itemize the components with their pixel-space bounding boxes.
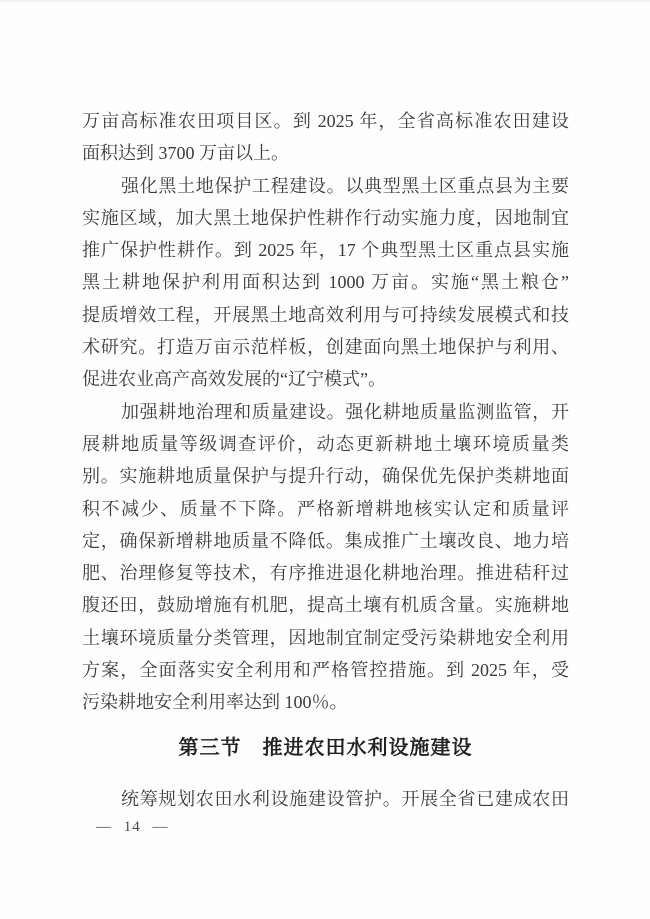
text-line: 土壤环境质量分类管理，因地制宜制定受污染耕地安全利用 [82,627,569,648]
scan-edge-artifact [0,0,650,2]
text-line: 术研究。打造万亩示范样板，创建面向黑土地保护与利用、 [82,337,569,358]
text-line: 方案，全面落实安全利用和严格管控措施。到 2025 年，受 [82,660,569,681]
text-line: 实施区域，加大黑土地保护性耕作行动实施力度，因地制宜 [82,207,569,228]
text-line: 污染耕地安全利用率达到 100％。 [82,692,348,713]
text-line: 加强耕地治理和质量建设。强化耕地质量监测监管，开 [121,401,569,422]
text-line: 别。实施耕地质量保护与提升行动，确保优先保护类耕地面 [82,466,569,487]
text-line: 推广保护性耕作。到 2025 年，17 个典型黑土区重点县实施 [82,240,569,261]
page-number: — 14 — [96,819,169,835]
text-line: 强化黑土地保护工程建设。以典型黑土区重点县为主要 [121,175,569,196]
text-line: 腹还田，鼓励增施有机肥，提高土壤有机质含量。实施耕地 [82,595,569,616]
section-heading: 第三节 推进农田水利设施建设 [178,736,473,759]
text-line: 展耕地质量等级调查评价，动态更新耕地土壤环境质量类 [82,433,569,454]
text-line: 黑土耕地保护利用面积达到 1000 万亩。实施“黑土粮仓” [82,272,569,293]
text-line: 定，确保新增耕地质量不降低。集成推广土壤改良、地力培 [82,530,569,551]
text-line: 肥、治理修复等技术，有序推进退化耕地治理。推进秸秆过 [82,563,569,584]
text-line: 促进农业高产高效发展的“辽宁模式”。 [82,369,386,390]
text-line: 统筹规划农田水利设施建设管护。开展全省已建成农田 [121,788,569,809]
text-line: 面积达到 3700 万亩以上。 [82,143,289,164]
text-line: 万亩高标准农田项目区。到 2025 年，全省高标准农田建设 [82,111,569,131]
text-line: 积不减少、质量不下降。严格新增耕地核实认定和质量评 [82,498,569,519]
text-line: 提质增效工程，开展黑土地高效利用与可持续发展模式和技 [82,304,569,325]
document-body [82,105,569,815]
